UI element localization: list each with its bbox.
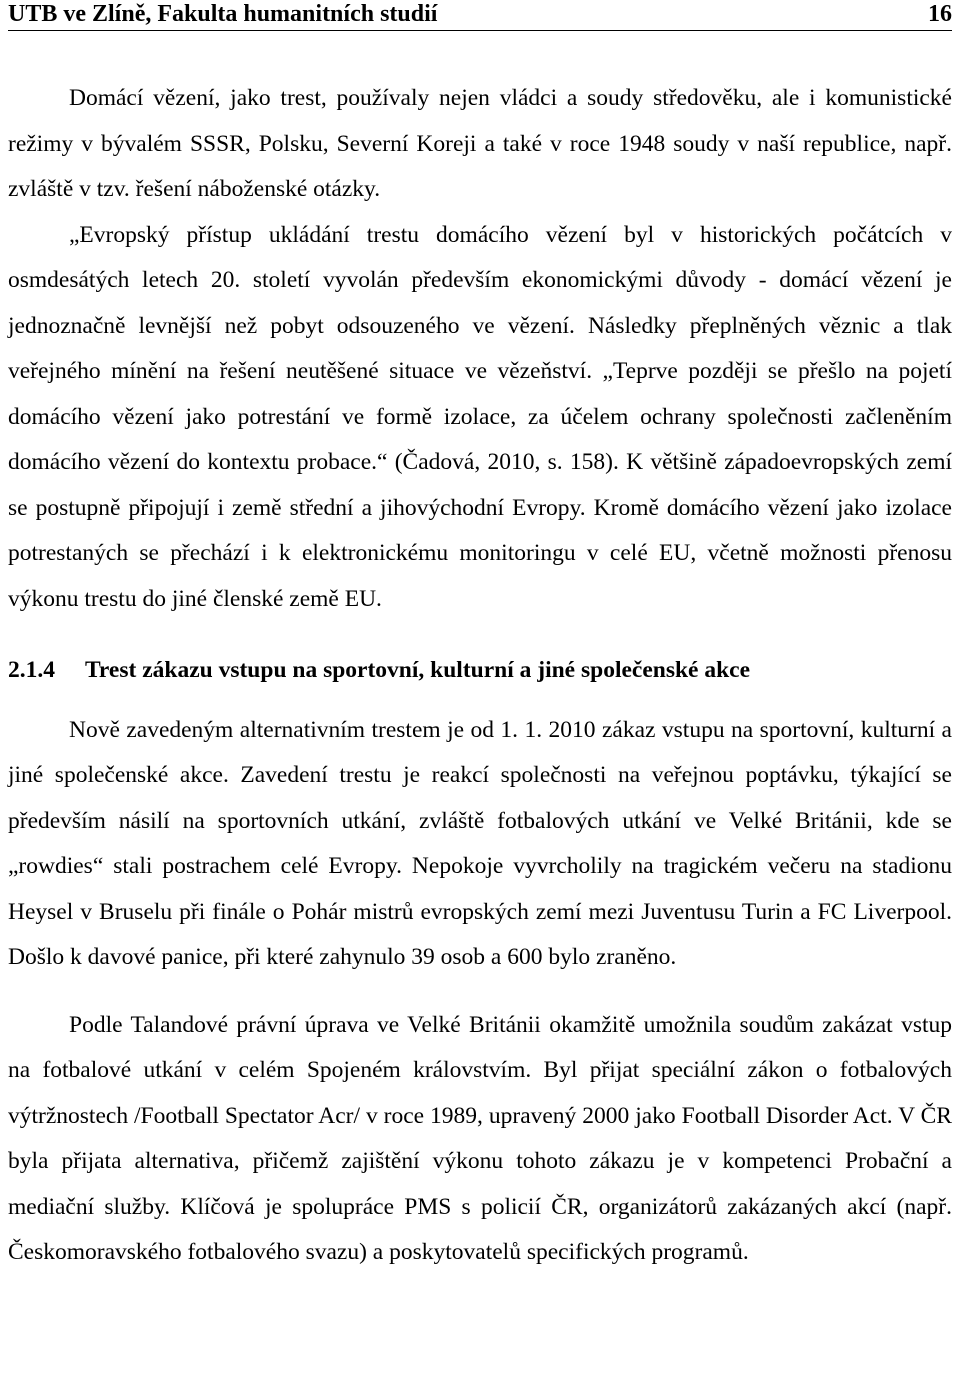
paragraph-new-penalty: Nově zavedeným alternativním trestem je od 1. 1. 2010 zákaz vstupu na sportovní, kulturní a jiné společenské akce. Zavedení trestu je reakcí společnosti na veřejnou poptávku, týkající se především násilí na sportovních utkání, zvláště fotbalových utkání ve Velké Británii, kde se „rowdies“ stali postrachem celé Evropy. Nepokoje vyvrcholily na tragickém večeru na stadionu Heysel v Bruselu při finále o Pohár mistrů evropských zemí mezi Juventusu Turin a FC Liverpool. Došlo k davové panice, při které zahynulo 39 osob a 600 bylo zraněno.: [8, 716, 952, 970]
paragraph-house-arrest-history: Domácí vězení, jako trest, používaly nejen vládci a soudy středověku, ale i komunistické režimy v bývalém SSSR, Polsku, Severní Koreji a také v roce 1948 soudy v naší republice, např. zvláště v tzv. řešení náboženské otázky.: [8, 85, 952, 202]
header-title: UTB ve Zlíně, Fakulta humanitních studií: [8, 1, 438, 27]
page-number: 16: [928, 1, 952, 27]
page-header: [8, 0, 952, 31]
section-title: Trest zákazu vstupu na sportovní, kulturní a jiné společenské akce: [85, 657, 751, 683]
paragraph-talandova: Podle Talandové právní úprava ve Velké Británii okamžitě umožnila soudům zakázat vstup na fotbalové utkání v celém Spojeném královstvím. Byl přijat speciální zákon o fotbalových výtržnostech /Football Spectator Acr/ v roce 1989, upravený 2000 jako Football Disorder Act. V ČR byla přijata alternativa, přičemž zajištění výkonu tohoto zákazu je v kompetenci Probační a mediační služby. Klíčová je spolupráce PMS s policií ČR, organizátorů zakázaných akcí (např. Českomoravského fotbalového svazu) a poskytovatelů specifických programů.: [8, 1011, 952, 1265]
section-heading: [8, 648, 952, 694]
section-number: 2.1.4: [8, 657, 55, 683]
paragraph-european-approach: „Evropský přístup ukládání trestu domácího vězení byl v historických počátcích v osmdesátých letech 20. století vyvolán především ekonomickými důvody - domácí vězení je jednoznačně levnější než pobyt odsouzeného ve vězení. Následky přeplněných věznic a tlak veřejného mínění na řešení neutěšené situace ve vězeňství. „Teprve později se přešlo na pojetí domácího vězení jako potrestání ve formě izolace, za účelem ochrany společnosti začleněním domácího vězení do kontextu probace.“ (Čadová, 2010, s. 158). K většině západoevropských zemí se postupně připojují i země střední a jihovýchodní Evropy. Kromě domácího vězení jako izolace potrestaných se přechází i k elektronickému monitoringu v celé EU, včetně možnosti přenosu výkonu trestu do jiné členské země EU.: [8, 221, 952, 612]
page-content: [8, 76, 952, 1276]
